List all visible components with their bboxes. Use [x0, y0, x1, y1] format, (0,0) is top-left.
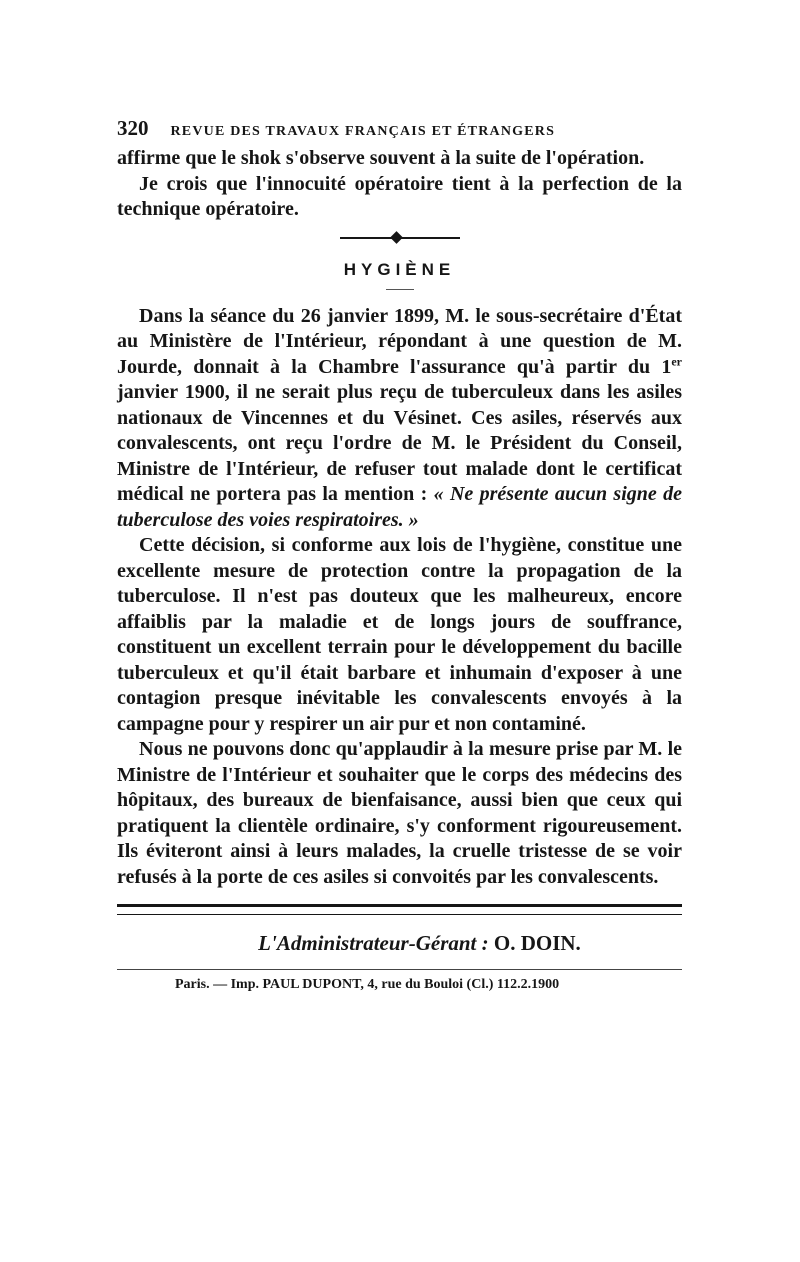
page-number: 320	[117, 116, 149, 140]
paragraph-text: janvier 1900, il ne serait plus reçu de tuberculeux dans les asiles nationaux de Vincennes et du Vésinet. Ces asiles, réservés aux convalescents, ont reçu l'ordre de M. le Président du Conseil, Ministre de l'Intérieur, de refuser tout malade dont le certificat médical ne portera pas la mention :	[117, 381, 682, 505]
superscript: er	[671, 353, 682, 368]
section-title: HYGIÈNE	[343, 259, 456, 279]
paragraph-text: Dans la séance du 26 janvier 1899, M. le sous-secrétaire d'État au Ministère de l'Intérieur, répondant à une question de M. Jourde, donnait à la Chambre l'assurance qu'à partir du 1	[117, 304, 682, 378]
body-paragraph-3: Nous ne pouvons donc qu'applaudir à la mesure prise par M. le Ministre de l'Intérieur et souhaiter que le corps des médecins des hôpitaux, des bureaux de bienfaisance, aussi bien que ceux qui pratiquent la clientèle ordinaire, s'y conforment rigoureusement. Ils éviteront ainsi à leurs malades, la cruelle tristesse de se voir refusés à la porte de ces asiles si convoités par les convalescents.	[117, 738, 682, 888]
running-header	[117, 116, 682, 146]
body-paragraph-1	[117, 304, 682, 534]
quoted-mention: « Ne présente aucun signe de tuberculose des voies respiratoires. »	[117, 483, 682, 531]
journal-title: REVUE DES TRAVAUX FRANÇAIS ET ÉTRANGERS	[170, 124, 556, 139]
intro-continuation: affirme que le shok s'observe souvent à la suite de l'opération.	[117, 147, 645, 169]
imprint-rule	[117, 969, 682, 970]
diamond-icon	[390, 231, 403, 244]
ornamental-divider	[340, 231, 460, 245]
footer-double-rule	[117, 904, 682, 915]
signature-name: O. DOIN.	[493, 931, 581, 955]
intro-paragraph: Je crois que l'innocuité opératoire tient à la perfection de la technique opératoire.	[117, 172, 682, 220]
body-paragraph-2: Cette décision, si conforme aux lois de l'hygiène, constitue une excellente mesure de protection contre la propagation de la tuberculose. Il n'est pas douteux que les malheureux, encore affaiblis par la maladie et de longs jours de souffrance, constituent un excellent terrain pour le développement du bacille tuberculeux et qu'il était barbare et inhumain d'exposer à une contagion presque inévitable les convalescents envoyés à la campagne pour y respirer un air pur et non contaminé.	[117, 534, 682, 735]
imprint-line: Paris. — Imp. PAUL DUPONT, 4, rue du Bouloi (Cl.) 112.2.1900	[175, 977, 560, 992]
signature-role: L'Administrateur-Gérant :	[258, 931, 489, 955]
signature-line	[117, 929, 682, 957]
document-page	[117, 116, 682, 994]
section-rule	[386, 289, 414, 290]
